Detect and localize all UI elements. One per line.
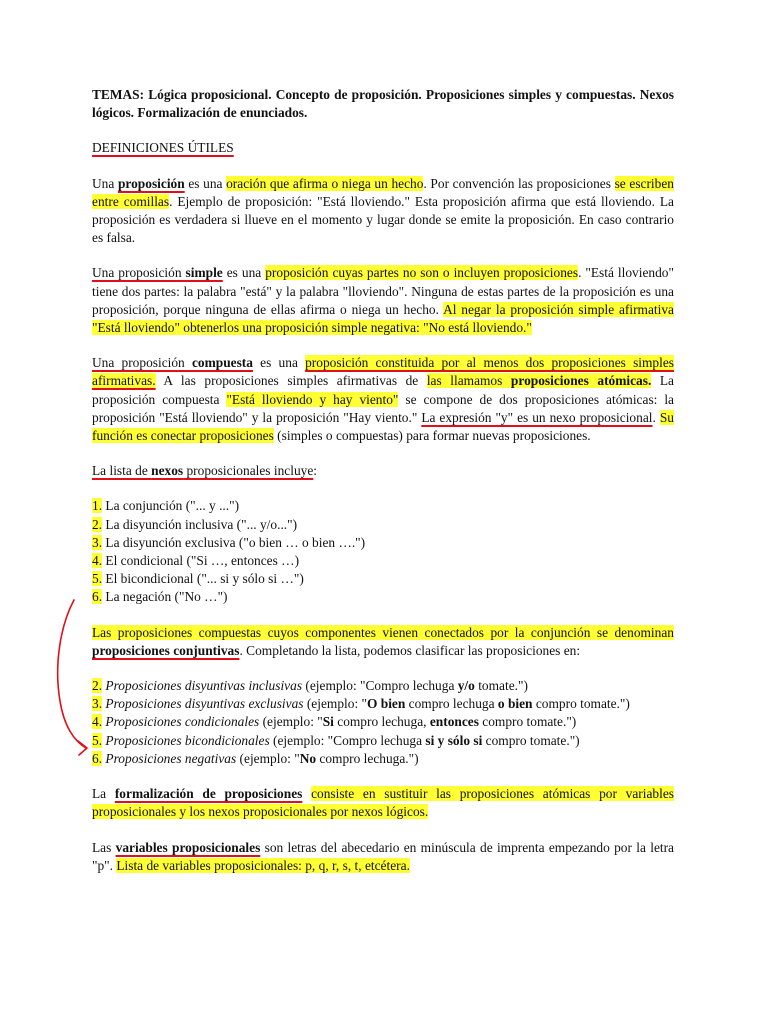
list-item: 3. La disyunción exclusiva ("o bien … o bien ….") [92, 534, 366, 550]
term-compuesta: compuesta [191, 355, 253, 371]
list-item: 4. El condicional ("Si …, entonces …) [92, 553, 300, 569]
list-item: 2. La disyunción inclusiva ("... y/o...") [92, 516, 298, 532]
section-heading: DEFINICIONES ÚTILES [92, 140, 234, 156]
term-variables: variables proposicionales [115, 839, 261, 855]
list-item: 6. Proposiciones negativas (ejemplo: "No compro lechuga.") [92, 750, 419, 766]
term-proposicion: proposición [117, 175, 185, 191]
list-item: 5. El bicondicional ("... si y sólo si …") [92, 571, 304, 587]
term-conjuntivas: proposiciones conjuntivas [92, 642, 240, 658]
document-title: TEMAS: Lógica proposicional. Concepto de proposición. Proposiciones simples y compuestas. Nexos lógicos. Formalización de enunciados. [92, 87, 674, 121]
paragraph-proposicion: Una proposición es una oración que afirma o niega un hecho. Por convención las proposiciones se escriben entre comillas. Ejemplo de proposición: "Está lloviendo." Esta proposición afirma que está lloviendo. La proposición es verdadera si llueve en el momento y lugar donde se emite la proposición. En caso contrario es falsa. [92, 175, 674, 246]
term-simple: simple [185, 265, 223, 281]
list-item: 1. La conjunción ("... y ...") [92, 498, 240, 514]
paragraph-compuesta: Una proposición compuesta es una proposición constituida por al menos dos proposiciones simples afirmativas. A las proposiciones simples afirmativas de las llamamos proposiciones atómicas. La proposición compuesta "Está lloviendo y hay viento" se compone de dos proposiciones atómicas: la proposición "Está lloviendo" y la proposición "Hay viento." La expresión "y" es un nexo proposicional. Su función es conectar proposiciones (simples o compuestas) para formar nuevas proposiciones. [92, 355, 675, 444]
list-item: 2. Proposiciones disyuntivas inclusivas (ejemplo: "Compro lechuga y/o tomate.") [92, 678, 528, 694]
nexos-list [92, 497, 674, 606]
term-atomicas: proposiciones atómicas. [510, 373, 652, 389]
paragraph-variables: Las variables proposicionales son letras del abecedario en minúscula de imprenta empezando por la letra "p". Lista de variables proposicionales: p, q, r, s, t, etcétera. [92, 839, 675, 873]
list-item: 6. La negación ("No …") [92, 589, 228, 605]
list-item: 5. Proposiciones bicondicionales (ejemplo: "Compro lechuga si y sólo si compro tomate.") [92, 732, 580, 748]
list-item: 4. Proposiciones condicionales (ejemplo: "Si compro lechuga, entonces compro tomate.") [92, 714, 577, 730]
paragraph-simple: Una proposición simple es una proposición cuyas partes no son o incluyen proposiciones. "Está lloviendo" tiene dos partes: la palabra "está" y la palabra "lloviendo". Ninguna de estas partes de la proposición es una proposición, porque ninguna de ellas afirma o niega un hecho. Al negar la proposición simple afirmativa "Está lloviendo" obtenerlos una proposición simple negativa: "No está lloviendo." [92, 265, 674, 336]
hand-drawn-arrow-icon [52, 596, 92, 760]
paragraph-formalizacion: La formalización de proposiciones consiste en sustituir las proposiciones atómicas por variables proposicionales y los nexos proposicionales por nexos lógicos. [92, 786, 674, 820]
document-page [92, 86, 674, 892]
term-formalizacion: formalización de proposiciones [114, 786, 303, 802]
list-intro: La lista de nexos proposicionales incluye: [92, 463, 318, 479]
list-item: 3. Proposiciones disyuntivas exclusivas (ejemplo: "O bien compro lechuga o bien compro tomate.") [92, 696, 630, 712]
paragraph-conjuntivas: Las proposiciones compuestas cuyos componentes vienen conectados por la conjunción se denominan proposiciones conjuntivas. Completando la lista, podemos clasificar las proposiciones en: [92, 624, 674, 658]
clases-list [92, 677, 674, 768]
term-nexos: nexos [151, 463, 184, 479]
